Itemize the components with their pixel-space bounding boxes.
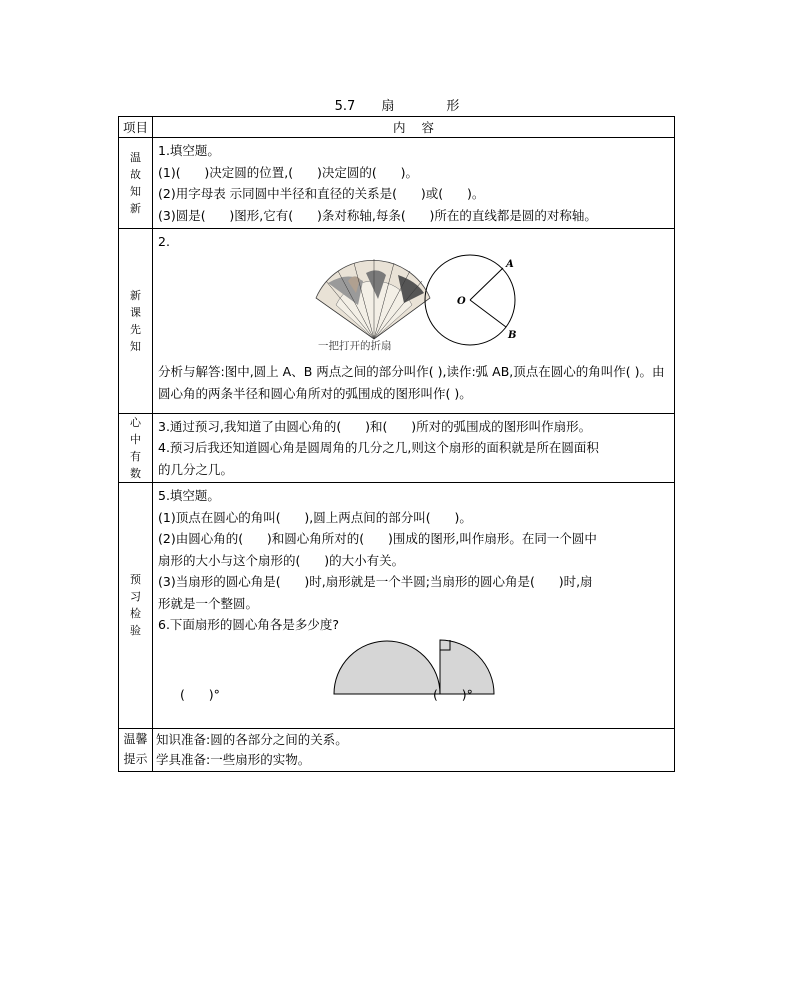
tip-line: 学具准备:一些扇形的实物。 <box>156 751 311 767</box>
page-title: 5.7 扇 形 <box>334 99 460 114</box>
figure-row <box>158 253 670 361</box>
section-label-summary: 心 中 有 数 <box>119 413 153 483</box>
section-label-preview: 新 课 先 知 <box>119 229 153 414</box>
answer-blank-1[interactable]: ( )° <box>180 686 220 702</box>
question-line: 扇形的大小与这个扇形的( )的大小有关。 <box>158 552 405 568</box>
folding-fan-image <box>308 253 438 343</box>
section-content-check <box>153 483 675 729</box>
header-content: 内 容 <box>153 117 675 138</box>
label-a: A <box>506 258 514 270</box>
section-content-review <box>153 138 675 229</box>
section-content-tips <box>153 728 675 771</box>
question-line: (1)( )决定圆的位置,( )决定圆的( )。 <box>158 164 418 180</box>
header-item: 项目 <box>119 117 153 138</box>
section-summary <box>119 413 675 483</box>
question-line: 1.填空题。 <box>158 143 220 158</box>
circle-diagram <box>420 253 530 347</box>
fan-caption: 一把打开的折扇 <box>318 339 392 352</box>
question-line: (2)用字母表 示同圆中半径和直径的关系是( )或( )。 <box>158 186 485 201</box>
worksheet-table <box>118 116 675 772</box>
question-line: 5.填空题。 <box>158 488 220 503</box>
question-line: 3.通过预习,我知道了由圆心角的( )和( )所对的弧围成的图形叫作扇形。 <box>158 418 592 434</box>
section-content-preview <box>153 229 675 414</box>
label-o: O <box>457 295 466 307</box>
question-line: 4.预习后我还知道圆心角是圆周角的几分之几,则这个扇形的面积就是所在圆面积 <box>158 440 599 455</box>
section-label-tips: 温馨 提示 <box>119 728 153 771</box>
question-line: 的几分之几。 <box>158 461 234 477</box>
section-content-summary <box>153 413 675 483</box>
question-line: 形就是一个整圆。 <box>158 595 259 611</box>
tip-line: 知识准备:圆的各部分之间的关系。 <box>156 731 348 747</box>
question-line: 6.下面扇形的圆心角各是多少度? <box>158 617 340 632</box>
question-line: (3)圆是( )图形,它有( )条对称轴,每条( )所在的直线都是圆的对称轴。 <box>158 207 597 223</box>
section-tips <box>119 728 675 771</box>
section-preview <box>119 229 675 414</box>
analysis-text: 分析与解答:图中,圆上 A、B 两点之间的部分叫作( ),读作:弧 AB,顶点在圆心的角叫作( )。由圆心角的两条半径和圆心角所对的弧围成的图形叫作( )。 <box>158 363 665 401</box>
answer-blank-2[interactable]: ( )° <box>433 686 473 702</box>
question-line: (3)当扇形的圆心角是( )时,扇形就是一个半圆;当扇形的圆心角是( )时,扇 <box>158 574 593 589</box>
sector-figures <box>158 636 670 726</box>
section-review <box>119 138 675 229</box>
question-line: (1)顶点在圆心的角叫( ),圆上两点间的部分叫( )。 <box>158 509 472 525</box>
section-label-check: 预 习 检 验 <box>119 483 153 729</box>
question-line: (2)由圆心角的( )和圆心角所对的( )围成的图形,叫作扇形。在同一个圆中 <box>158 531 597 546</box>
section-label-review: 温 故 知 新 <box>119 138 153 229</box>
table-header-row <box>119 117 675 138</box>
question-number: 2. <box>158 234 170 249</box>
section-check <box>119 483 675 729</box>
label-b: B <box>508 329 517 341</box>
sector-shapes <box>330 636 530 698</box>
